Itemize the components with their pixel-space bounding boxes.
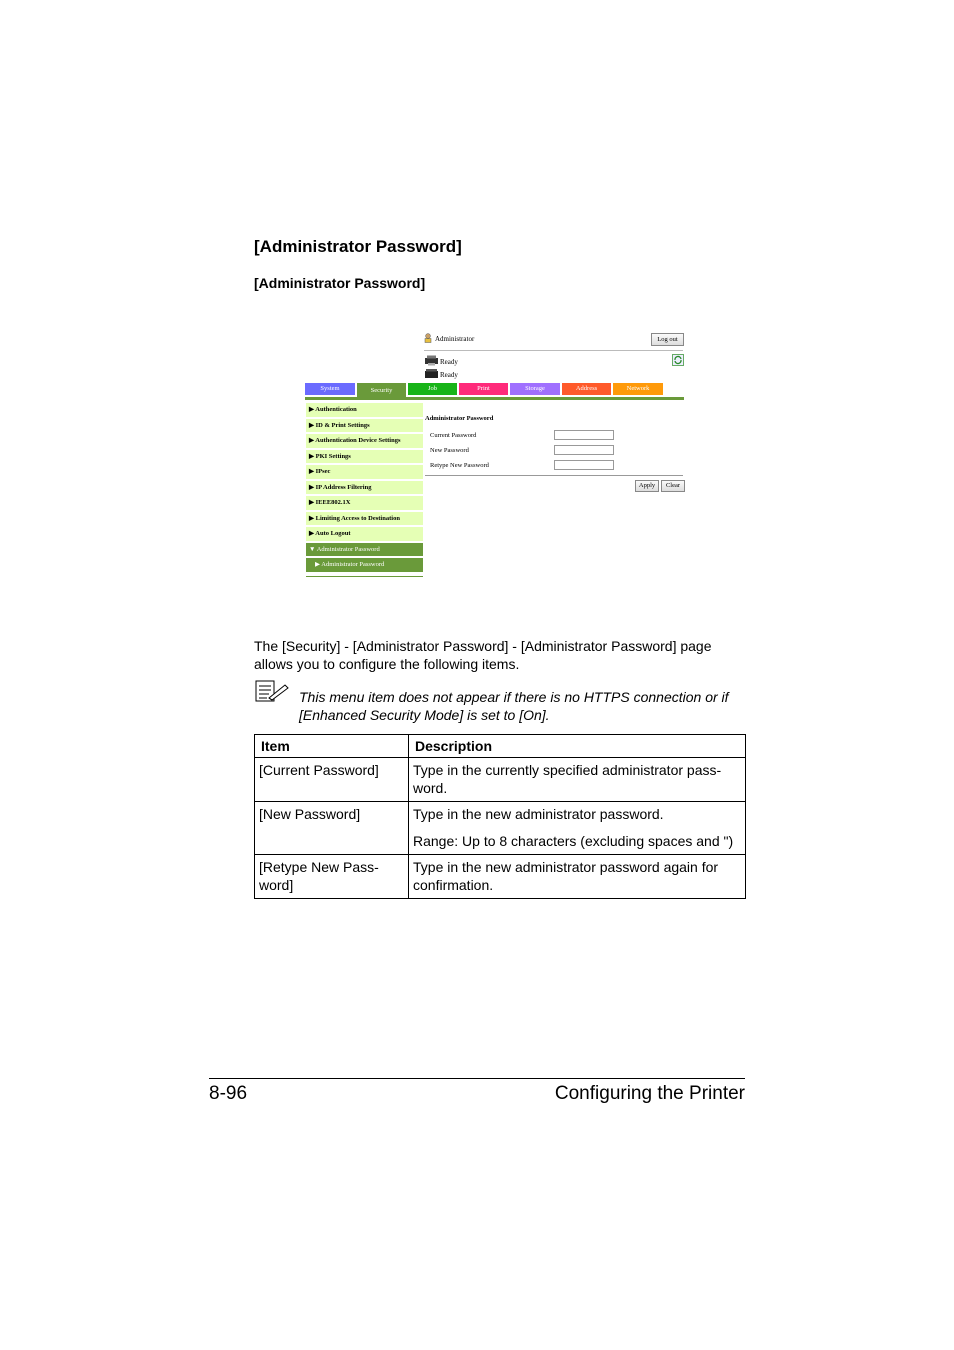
note-text: This menu item does not appear if there is no HTTPS connection or if [Enhanced Security Mode] is set to [On]. — [299, 689, 729, 723]
scanner-status-row — [424, 368, 458, 379]
sidebar-item-limiting-access[interactable]: ▶ Limiting Access to Destination — [306, 512, 423, 526]
note-icon — [255, 680, 289, 702]
clear-button[interactable]: Clear — [661, 480, 685, 492]
header-divider — [424, 350, 683, 351]
user-label: Administrator — [435, 335, 475, 343]
table-row — [255, 802, 746, 855]
section-heading: [Administrator Password] — [254, 237, 462, 256]
row-description — [409, 802, 746, 855]
tab-job[interactable]: Job — [408, 383, 457, 395]
table-row — [255, 855, 746, 899]
tab-address[interactable]: Address — [562, 383, 611, 395]
sidebar-item-id-print-settings[interactable]: ▶ ID & Print Settings — [306, 419, 423, 433]
section-subheading: [Administrator Password] — [254, 275, 426, 291]
row-item: [Retype New Pass-word] — [255, 855, 409, 899]
sidebar-item-ieee8021x[interactable]: ▶ IEEE802.1X — [306, 496, 423, 510]
header-description: Description — [409, 735, 746, 758]
sidebar-item-pki-settings[interactable]: ▶ PKI Settings — [306, 450, 423, 464]
description-line: Type in the currently specified administrator pass-word. — [413, 762, 722, 796]
new-password-input[interactable] — [554, 445, 614, 455]
table-row — [255, 758, 746, 802]
printer-icon — [424, 355, 439, 366]
printer-status: Ready — [440, 358, 458, 366]
scanner-icon — [424, 368, 439, 379]
scanner-status: Ready — [440, 371, 458, 379]
footer-rule — [209, 1078, 745, 1079]
description-line: Type in the new administrator password. — [413, 806, 664, 822]
page-number: 8-96 — [209, 1083, 248, 1104]
form-divider — [425, 475, 683, 476]
tab-security[interactable]: Security — [357, 383, 406, 398]
tab-underline — [305, 397, 684, 400]
refresh-icon[interactable] — [672, 354, 684, 366]
logout-button[interactable]: Log out — [651, 333, 684, 346]
form-title: Administrator Password — [425, 415, 494, 422]
tab-network[interactable]: Network — [613, 383, 663, 395]
sidebar — [306, 403, 423, 577]
sidebar-item-administrator-password[interactable]: ▼ Administrator Password — [306, 543, 423, 557]
header-item: Item — [255, 735, 409, 758]
description-line: Type in the new administrator password again for confirmation. — [413, 859, 719, 893]
sidebar-item-ipsec[interactable]: ▶ IPsec — [306, 465, 423, 479]
user-lock-icon — [424, 333, 434, 343]
description-paragraph: The [Security] - [Administrator Password] - [Administrator Password] page allows you to configure the following items. — [254, 638, 712, 672]
current-password-input[interactable] — [554, 430, 614, 440]
tab-bar — [305, 383, 665, 398]
chapter-title: Configuring the Printer — [554, 1083, 745, 1104]
sidebar-item-ip-address-filtering[interactable]: ▶ IP Address Filtering — [306, 481, 423, 495]
tab-print[interactable]: Print — [459, 383, 508, 395]
row-description — [409, 758, 746, 802]
sidebar-item-authentication-device-settings[interactable]: ▶ Authentication Device Settings — [306, 434, 423, 448]
row-item: [New Password] — [255, 802, 409, 855]
tab-storage[interactable]: Storage — [510, 383, 560, 395]
row-item: [Current Password] — [255, 758, 409, 802]
row-description — [409, 855, 746, 899]
description-line: Range: Up to 8 characters (excluding spaces and ") — [413, 833, 734, 849]
current-password-label: Current Password — [430, 432, 477, 439]
retype-password-input[interactable] — [554, 460, 614, 470]
items-table — [254, 734, 746, 899]
user-row — [424, 333, 474, 343]
ui-screenshot — [305, 330, 687, 582]
sidebar-divider — [306, 576, 423, 577]
sidebar-item-auto-logout[interactable]: ▶ Auto Logout — [306, 527, 423, 541]
apply-button[interactable]: Apply — [635, 480, 659, 492]
new-password-label: New Password — [430, 447, 469, 454]
printer-status-row — [424, 355, 458, 366]
retype-password-label: Retype New Password — [430, 462, 489, 469]
sidebar-item-authentication[interactable]: ▶ Authentication — [306, 403, 423, 417]
table-header-row — [255, 735, 746, 758]
sidebar-subitem-administrator-password[interactable]: ▶ Administrator Password — [306, 558, 423, 572]
tab-system[interactable]: System — [305, 383, 355, 395]
